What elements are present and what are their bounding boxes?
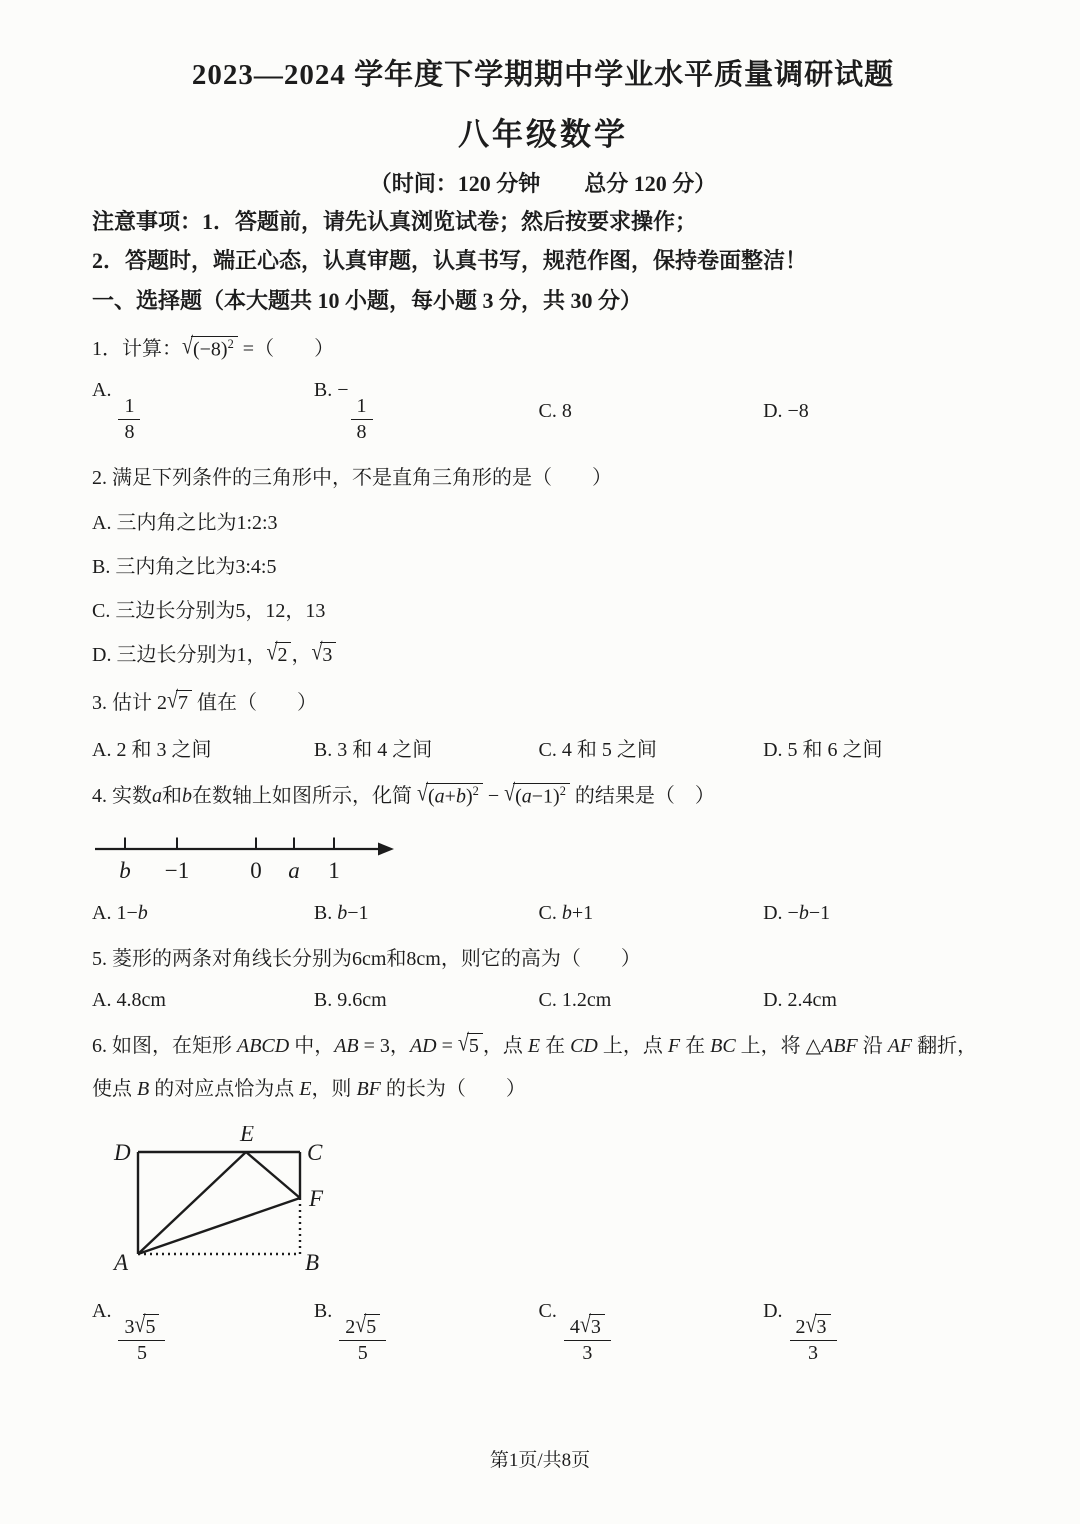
label-a: a — [288, 858, 300, 884]
question-5-stem: 5. 菱形的两条对角线长分别为6cm和8cm，则它的高为（ ） — [92, 948, 641, 971]
option-d: D. 5 和 6 之间 — [763, 739, 883, 762]
question-6-stem-line2: 使点 B 的对应点恰为点 E，则 BF 的长为（ ） — [92, 1078, 526, 1101]
question-6 — [92, 1032, 994, 1365]
option-a: A. $\frac{1}{8}$ — [92, 379, 314, 444]
option-b: B. b−1 — [313, 902, 369, 925]
option-c: C. 8 — [538, 400, 572, 423]
section-heading: 一、选择题（本大题共 10 小题，每小题 3 分，共 30 分） — [92, 288, 643, 314]
number-line-figure — [92, 829, 402, 887]
question-5-options — [92, 989, 994, 1012]
label-0: 0 — [250, 858, 262, 884]
label-A: A — [114, 1250, 129, 1276]
label-C: C — [307, 1140, 323, 1166]
question-2 — [92, 464, 994, 669]
option-a: A. 2 和 3 之间 — [92, 739, 212, 762]
option-b: B. 3 和 4 之间 — [313, 739, 433, 762]
option-b: B. 9.6cm — [313, 989, 387, 1012]
option-c: C. $\frac{4√3}{3}$ — [538, 1300, 763, 1365]
label-F: F — [309, 1186, 324, 1212]
option-c: C. 1.2cm — [538, 989, 612, 1012]
question-5 — [92, 945, 994, 1012]
label-minus1: −1 — [164, 858, 190, 884]
option-a: A. 1−b — [92, 902, 148, 925]
option-b: B. − $\frac{1}{8}$ — [314, 379, 539, 444]
label-D: D — [114, 1140, 131, 1166]
question-3-options — [92, 733, 994, 762]
question-6-stem-line1: 6. 如图，在矩形 ABCD 中，AB = 3，AD = √5 ，点 E 在 CD 上，点 F 在 BC 上，将 △ABF 沿 AF 翻折， — [92, 1030, 978, 1058]
question-3-stem: 3. 估计 2√7 值在（ ） — [92, 687, 317, 715]
fold-AE — [138, 1152, 246, 1254]
option-a: A. 4.8cm — [92, 989, 166, 1012]
question-1 — [92, 335, 994, 444]
option-a: A. 三内角之比为1:2:3 — [92, 512, 278, 535]
label-1: 1 — [328, 858, 340, 884]
page-footer: 第1页/共8页 — [489, 1450, 591, 1471]
exam-subtitle: 八年级数学 — [458, 117, 628, 152]
option-d: D. −8 — [763, 400, 809, 423]
option-d: D. −b−1 — [763, 902, 831, 925]
question-3 — [92, 689, 994, 762]
option-d: D. 三边长分别为1，√2 ，√3 — [92, 641, 994, 669]
fold-AF — [138, 1198, 300, 1254]
exam-time-score-line: （时间：120 分钟 总分 120 分） — [369, 171, 717, 196]
question-6-options — [92, 1300, 994, 1365]
axis-arrow — [378, 843, 394, 856]
label-E: E — [240, 1126, 255, 1147]
label-B: B — [305, 1250, 320, 1276]
question-4-options — [92, 902, 994, 925]
option-c: C. 4 和 5 之间 — [538, 739, 657, 762]
question-1-options — [92, 379, 994, 444]
question-4-stem: 4. 实数a和b在数轴上如图所示，化简 $√(a+b)^2 - √(a-1)^2$ 的结果是（ ） — [92, 780, 715, 808]
rectangle-figure — [104, 1126, 336, 1278]
question-1-stem: 1．计算：$√(-8)^2$ =（ ） — [92, 333, 335, 361]
option-c: C. b+1 — [538, 902, 594, 925]
option-d: D. 2.4cm — [763, 989, 837, 1012]
question-2-stem: 2. 满足下列条件的三角形中，不是直角三角形的是（ ） — [92, 467, 612, 490]
notice-line-1: 注意事项：1．答题前，请先认真浏览试卷；然后按要求操作； — [92, 209, 698, 234]
notice-line-2: 2．答题时，端正心态，认真审题，认真书写，规范作图，保持卷面整洁！ — [92, 247, 808, 273]
fold-EF — [246, 1152, 300, 1198]
label-b: b — [119, 858, 131, 884]
option-d: D. $\frac{2√3}{3}$ — [763, 1300, 994, 1365]
option-b: B. $\frac{2√5}{5}$ — [314, 1300, 539, 1365]
option-b: B. 三内角之比为3:4:5 — [92, 556, 277, 579]
option-c: C. 三边长分别为5，12，13 — [92, 600, 326, 623]
question-2-options — [92, 509, 994, 669]
exam-title: 2023—2024 学年度下学期期中学业水平质量调研试题 — [191, 59, 895, 91]
question-4 — [92, 782, 994, 925]
option-a: A. $\frac{3√5}{5}$ — [92, 1300, 314, 1365]
